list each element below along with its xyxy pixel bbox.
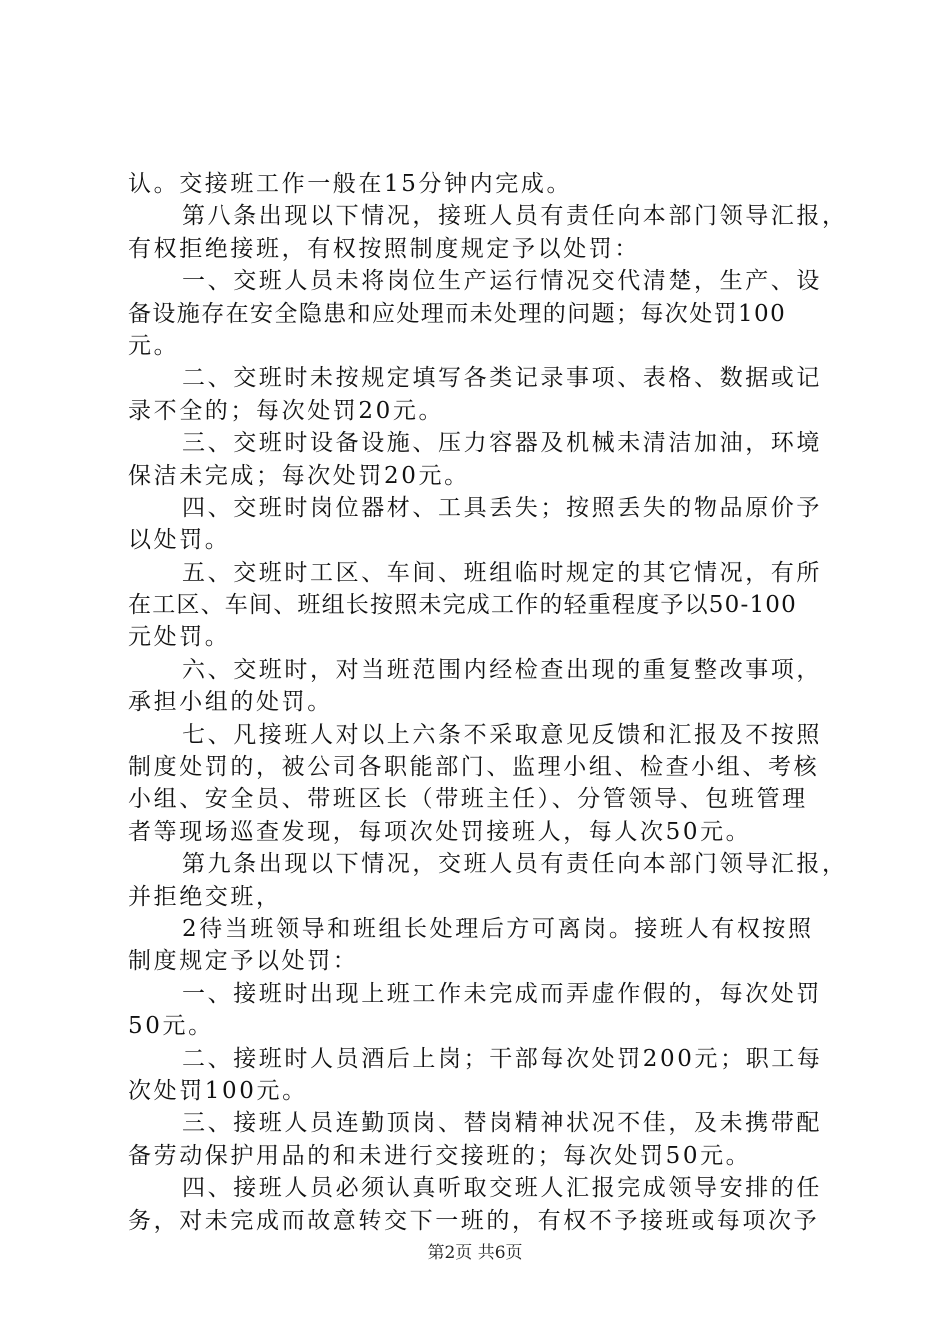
text-line: 50元。 (128, 1013, 214, 1040)
text-line: 四、接班人员必须认真听取交班人汇报完成领导安排的任 (182, 1175, 822, 1202)
text-line: 小组、安全员、带班区长（带班主任）、分管领导、包班管理 (128, 786, 808, 813)
text-line: 并拒绝交班， (128, 883, 282, 910)
text-line: 一、交班人员未将岗位生产运行情况交代清楚，生产、设 (182, 268, 822, 295)
text-line: 四、交班时岗位器材、工具丢失；按照丢失的物品原价予 (182, 494, 822, 521)
text-line: 元。 (128, 332, 180, 359)
text-line: 在工区、车间、班组长按照未完成工作的轻重程度予以50-100 (128, 592, 797, 619)
text-line: 元处罚。 (128, 624, 231, 651)
text-line: 第九条出现以下情况，交班人员有责任向本部门领导汇报， (182, 851, 848, 878)
text-line: 二、接班时人员酒后上岗；干部每次处罚200元；职工每 (182, 1045, 823, 1072)
text-line: 保洁未完成；每次处罚20元。 (128, 462, 470, 489)
text-line: 务，对未完成而故意转交下一班的，有权不予接班或每项次予 (128, 1207, 820, 1234)
text-line: 2待当班领导和班组长处理后方可离岗。接班人有权按照 (182, 915, 814, 942)
text-line: 制度处罚的，被公司各职能部门、监理小组、检查小组、考核 (128, 754, 820, 781)
text-line: 录不全的；每次处罚20元。 (128, 397, 445, 424)
text-line: 第八条出现以下情况，接班人员有责任向本部门领导汇报， (182, 203, 848, 230)
text-line: 六、交班时，对当班范围内经检查出现的重复整改事项， (182, 656, 822, 683)
text-line: 者等现场巡查发现，每项次处罚接班人，每人次50元。 (128, 818, 752, 845)
text-line: 有权拒绝接班，有权按照制度规定予以处罚： (128, 235, 640, 262)
text-line: 三、接班人员连勤顶岗、替岗精神状况不佳，及未携带配 (182, 1110, 822, 1137)
text-line: 次处罚100元。 (128, 1077, 308, 1104)
document-body (128, 168, 848, 1237)
text-line: 一、接班时出现上班工作未完成而弄虚作假的，每次处罚 (182, 980, 822, 1007)
text-line: 承担小组的处罚。 (128, 689, 333, 716)
text-line: 二、交班时未按规定填写各类记录事项、表格、数据或记 (182, 365, 822, 392)
text-line: 制度规定予以处罚： (128, 948, 359, 975)
text-line: 认。交接班工作一般在15分钟内完成。 (128, 171, 573, 197)
text-line: 三、交班时设备设施、压力容器及机械未清洁加油，环境 (182, 430, 822, 457)
text-line: 备设施存在安全隐患和应处理而未处理的问题；每次处罚100 (128, 300, 787, 327)
page-number-footer: 第2页 共6页 (427, 1243, 523, 1263)
text-line: 备劳动保护用品的和未进行交接班的；每次处罚50元。 (128, 1142, 752, 1169)
text-line: 七、凡接班人对以上六条不采取意见反馈和汇报及不按照 (182, 721, 822, 748)
text-line: 以处罚。 (128, 527, 231, 554)
text-line: 五、交班时工区、车间、班组临时规定的其它情况，有所 (182, 559, 822, 586)
